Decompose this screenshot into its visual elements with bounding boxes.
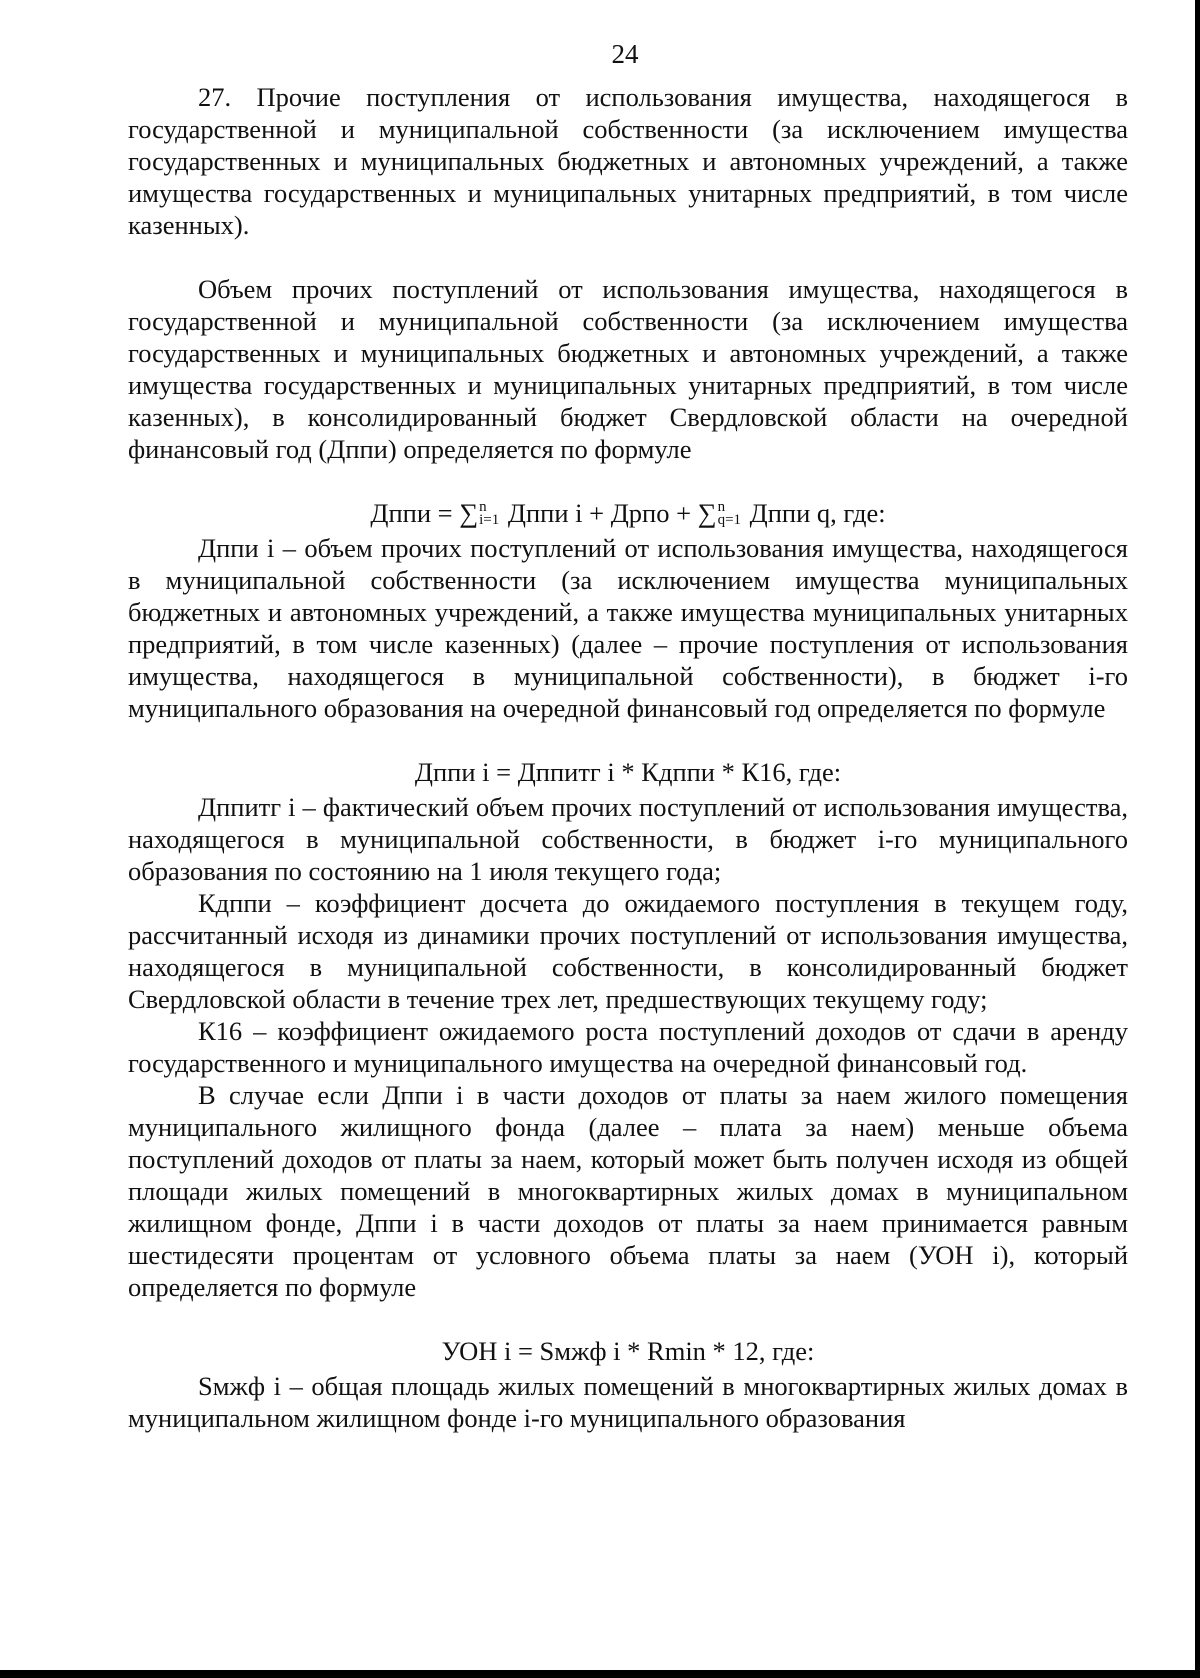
- document-body: [128, 81, 1128, 1434]
- sum-limits: [717, 498, 742, 528]
- sum-symbol: ∑: [459, 498, 479, 528]
- paragraph-section-heading: 27. Прочие поступления от использования имущества, находящегося в государственной и муниципальной собственности (за исключением имущества государственных и муниципальных бюджетных и автономных учреждений, а также имущества государственных и муниципальных унитарных предприятий, в том числе казенных).: [128, 82, 1128, 240]
- paragraph-volume-definition: Объем прочих поступлений от использования имущества, находящегося в государственной и муниципальной собственности (за исключением имущества государственных и муниципальных бюджетных и автономных учреждений, а также имущества государственных и муниципальных унитарных предприятий, в том числе казенных), в консолидированный бюджет Свердловской области на очередной финансовый год (Дппи) определяется по формуле: [128, 274, 1128, 464]
- formula-municipal-volume: Дппи i = Дппитг i * Кдппи * К16, где:: [414, 757, 842, 787]
- sum-upper-limit: n: [717, 498, 726, 515]
- sum-lower-limit: q=1: [717, 511, 742, 528]
- sum-limits: [479, 498, 500, 528]
- paragraph-rent-condition: В случае если Дппи i в части доходов от платы за наем жилого помещения муниципального жилищного фонда (далее – плата за наем) меньше объема поступлений доходов от платы за наем, который может быть получен исходя из общей площади жилых помещений в многоквартирных жилых домах в муниципальном жилищном фонде, Дппи i в части доходов от платы за наем принимается равным шестидесяти процентам от условного объема платы за наем (УОН i), который определяется по формуле: [128, 1080, 1128, 1302]
- page-number: 24: [611, 39, 639, 69]
- paragraph-definition-kdppi: Кдппи – коэффициент досчета до ожидаемого поступления в текущем году, рассчитанный исходя из динамики прочих поступлений от использования имущества, находящегося в муниципальной собственности, в консолидированный бюджет Свердловской области в течение трех лет, предшествующих текущему году;: [128, 888, 1128, 1014]
- sum-lower-limit: i=1: [479, 511, 500, 528]
- formula-lhs: Дппи =: [370, 498, 460, 528]
- scan-border-bottom: [0, 1670, 1200, 1678]
- sum-symbol: ∑: [697, 498, 717, 528]
- sum-upper-limit: n: [479, 498, 487, 515]
- formula-term: Дппи i + Дрпо +: [501, 498, 698, 528]
- formula-total-volume: [128, 497, 1128, 529]
- scan-border-right: [1195, 0, 1200, 1678]
- paragraph-definition-dppi-i: Дппи i – объем прочих поступлений от использования имущества, находящегося в муниципальной собственности (за исключением имущества муниципальных бюджетных и автономных учреждений, а также имущества муниципальных унитарных предприятий, в том числе казенных) (далее – прочие поступления от использования имущества, находящегося в муниципальной собственности), в бюджет i-го муниципального образования на очередной финансовый год определяется по формуле: [128, 533, 1128, 723]
- paragraph-definition-dppitg: Дппитг i – фактический объем прочих поступлений от использования имущества, находящегося в муниципальной собственности, в бюджет i-го муниципального образования по состоянию на 1 июля текущего года;: [128, 792, 1128, 886]
- formula-term: Дппи q, где:: [743, 498, 886, 528]
- paragraph-definition-k16: К16 – коэффициент ожидаемого роста поступлений доходов от сдачи в аренду государственного и муниципального имущества на очередной финансовый год.: [128, 1016, 1128, 1078]
- paragraph-definition-smzhf: Sмжф i – общая площадь жилых помещений в многоквартирных жилых домах в муниципальном жилищном фонде i-го муниципального образования: [128, 1371, 1128, 1433]
- formula-conditional-rent: УОН i = Sмжф i * Rmin * 12, где:: [441, 1336, 815, 1366]
